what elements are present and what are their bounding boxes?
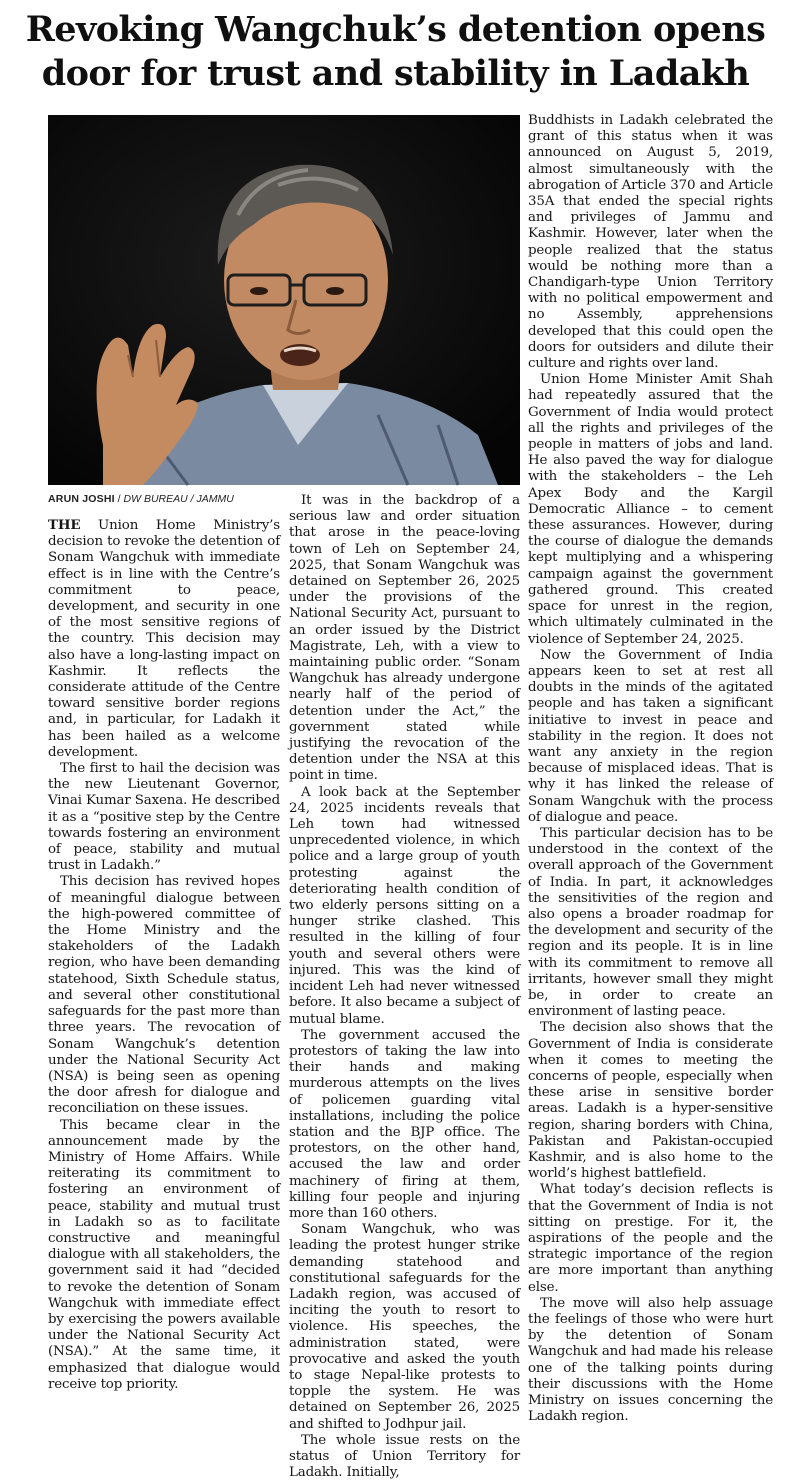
paragraph: THE Union Home Ministry’s decision to revoke the detention of Sonam Wangchuk with immediate effect is in line with the Centre’s commitment to peace, development, and security in one of the most sensitive regions of the country. This decision may also have a long-lasting impact on Kashmir. It reflects the considerate attitude of the Centre toward sensitive border regions and, in particular, for Ladakh it has been hailed as a welcome development. xyxy=(48,517,280,760)
byline-author: ARUN JOSHI xyxy=(48,493,115,505)
byline-bureau: DW BUREAU / JAMMU xyxy=(123,493,234,505)
paragraph: Now the Government of India appears keen to set at rest all doubts in the minds of the agitated people and has taken a significant initiative to invest in peace and stability in the region. It does not want any anxiety in the region because of misplaced ideas. That is why it has linked the release of Sonam Wangchuk with the process of dialogue and peace. xyxy=(528,647,773,825)
paragraph: Sonam Wangchuk, who was leading the protest hunger strike demanding statehood and constitutional safeguards for the Ladakh region, was accused of inciting the youth to resort to violence. His speeches, the administration stated, were provocative and asked the youth to stage Nepal-like protests to topple the system. He was detained on September 26, 2025 and shifted to Jodhpur jail. xyxy=(289,1222,520,1432)
paragraph: Buddhists in Ladakh celebrated the grant of this status when it was announced on August 5, 2019, almost simultaneously with the abrogation of Article 370 and Article 35A that ended the special rights and privileges of Jammu and Kashmir. However, later when the people realized that the status would be nothing more than a Chandigarh-type Union Territory with no political empowerment and no Assembly, apprehensions developed that this could open the doors for outsiders and dilute their culture and rights over land. xyxy=(528,113,773,372)
byline-separator: / xyxy=(114,493,124,505)
byline xyxy=(48,493,278,505)
paragraph: This particular decision has to be understood in the context of the overall approach of the Government of India. In part, it acknowledges the sensitivities of the region and also opens a broader roadmap for the development and security of the region and its people. It is in line with its commitment to remove all irritants, however small they might be, in order to create an environment of lasting peace. xyxy=(528,825,773,1020)
paragraph: This became clear in the announcement made by the Ministry of Home Affairs. While reiterating its commitment to fostering an environment of peace, stability and mutual trust in Ladakh so as to facilitate constructive and meaningful dialogue with all stakeholders, the government said it had “decided to revoke the detention of Sonam Wangchuk with immediate effect by exercising the powers available under the National Security Act (NSA).” At the same time, it emphasized that dialogue would receive top priority. xyxy=(48,1117,280,1392)
lead-word: THE xyxy=(48,517,81,533)
paragraph: A look back at the September 24, 2025 incidents reveals that Leh town had witnessed unprecedented violence, in which police and a large group of youth protesting against the deteriorating health condition of two elderly persons sitting on a hunger strike clashed. This resulted in the killing of four youth and several others were injured. This was the kind of incident Leh had never witnessed before. It also became a subject of mutual blame. xyxy=(289,784,520,1027)
paragraph: The move will also help assuage the feelings of those who were hurt by the detention of Sonam Wangchuk and had made his release one of the talking points during their discussions with the Home Ministry on issues concerning the Ladakh region. xyxy=(528,1295,773,1425)
paragraph: It was in the backdrop of a serious law and order situation that arose in the peace-loving town of Leh on September 24, 2025, that Sonam Wangchuk was detained on September 26, 2025 under the provisions of the National Security Act, pursuant to an order issued by the District Magistrate, Leh, with a view to maintaining public order. “Sonam Wangchuk has already undergone nearly half of the period of detention under the Act,” the government stated while justifying the revocation of the detention under the NSA at this point in time. xyxy=(289,493,520,784)
paragraph: The whole issue rests on the status of Union Territory for Ladakh. Initially, xyxy=(289,1432,520,1481)
article-column-2 xyxy=(289,493,520,1481)
paragraph: The first to hail the decision was the new Lieutenant Governor, Vinai Kumar Saxena. He described it as a “positive step by the Centre towards fostering an environment of peace, stability and mutual trust in Ladakh.” xyxy=(48,761,280,874)
article-column-1 xyxy=(48,517,280,1392)
article-column-3 xyxy=(528,113,773,1425)
article-photo xyxy=(48,115,520,485)
paragraph: Union Home Minister Amit Shah had repeatedly assured that the Government of India would protect all the rights and privileges of the people in matters of jobs and land. He also paved the way for dialogue with the stakeholders – the Leh Apex Body and the Kargil Democratic Alliance – to cement these assurances. However, during the course of dialogue the demands kept multiplying and a whispering campaign against the government gathered ground. This created space for unrest in the region, which ultimately culminated in the violence of September 24, 2025. xyxy=(528,372,773,647)
paragraph: What today’s decision reflects is that the Government of India is not sitting on prestige. For it, the aspirations of the people and the strategic importance of the region are more important than anything else. xyxy=(528,1182,773,1295)
paragraph: This decision has revived hopes of meaningful dialogue between the high-powered committee of the Home Ministry and the stakeholders of the Ladakh region, who have been demanding statehood, Sixth Schedule status, and several other constitutional safeguards for the past more than three years. The revocation of Sonam Wangchuk’s detention under the National Security Act (NSA) is being seen as opening the door afresh for dialogue and reconciliation on these issues. xyxy=(48,874,280,1117)
paragraph: The government accused the protestors of taking the law into their hands and making murderous attempts on the lives of policemen guarding vital installations, including the police station and the BJP office. The protestors, on the other hand, accused the law and order machinery of firing at them, killing four people and injuring more than 160 others. xyxy=(289,1027,520,1221)
headline: Revoking Wangchuk’s detention opens door for trust and stability in Ladakh xyxy=(25,9,766,94)
portrait-illustration xyxy=(48,115,520,485)
paragraph: The decision also shows that the Government of India is considerate when it comes to meeting the concerns of people, especially when these arise in sensitive border areas. Ladakh is a hyper-sensitive region, sharing borders with China, Pakistan and Pakistan-occupied Kashmir, and is also home to the world’s highest battlefield. xyxy=(528,1020,773,1182)
